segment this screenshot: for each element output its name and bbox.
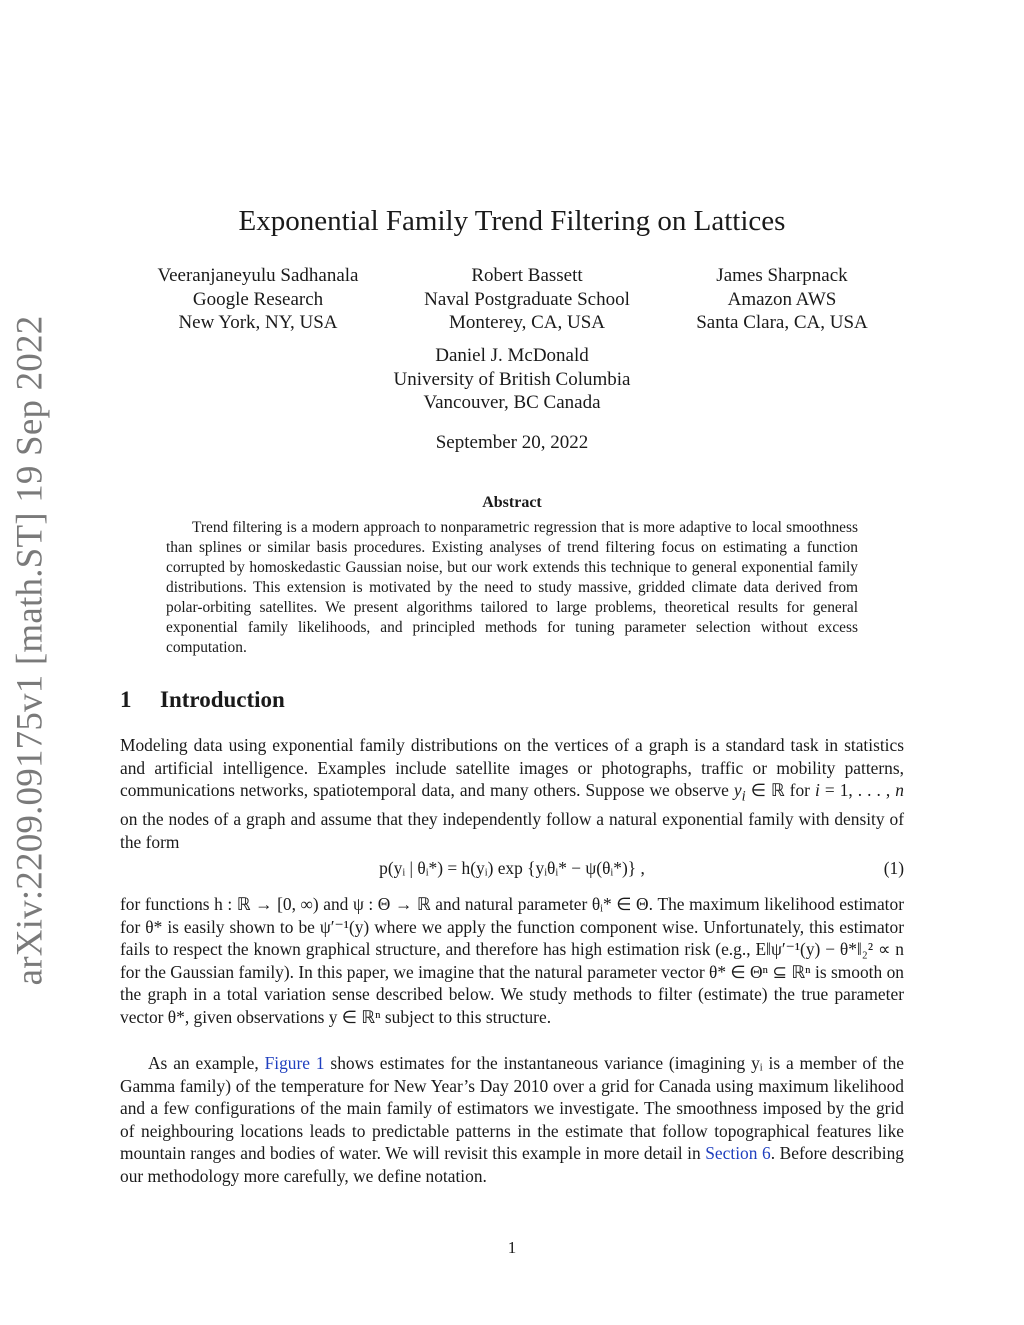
author-affiliation: Google Research: [192, 288, 324, 310]
author-3: [652, 264, 912, 335]
author-name: Daniel J. McDonald: [435, 345, 589, 366]
author-2: [397, 264, 657, 335]
author-affiliation: Naval Postgraduate School: [424, 288, 630, 310]
section-title: Introduction: [160, 687, 285, 712]
section-heading: [120, 687, 285, 713]
author-location: New York, NY, USA: [178, 312, 338, 333]
author-name: Veeranjaneyulu Sadhanala: [157, 265, 359, 286]
author-affiliation: Amazon AWS: [727, 288, 837, 310]
text-run: on the nodes of a graph and assume that they independently follow a natural exponential family with density of the form: [120, 809, 904, 852]
text-run: shows estimates for the instantaneous variance (imagining yᵢ is a member of the Gamma family) of the temperature for New Year’s Day 2010 over a grid for Canada using maximum likelihood and a few configurations of the main family of estimators we investigate. The smoothness imposed by the grid of neighbouring locations leads to predictable patterns in the estimate that follow topographical features like mountain ranges and bodies of water. We will revisit this example in more detail in: [120, 1053, 904, 1164]
intro-paragraph-2: for functions h : ℝ → [0, ∞) and ψ : Θ → ℝ and natural parameter θᵢ* ∈ Θ. The maximum likelihood estimator for θ* is easily shown to be ψ′⁻¹(y) where we apply the function component wise. Unfortunately, this estimator fails to respect the known graphical structure, and therefore has high estimation risk (e.g., E‖ψ′⁻¹(y) − θ*‖₂² ∝ n for the Gaussian family). In this paper, we imagine that the natural parameter vector θ* ∈ Θⁿ ⊆ ℝⁿ is smooth on the graph in a total variation sense described below. We study methods to filter (estimate) the true parameter vector θ*, given observations y ∈ ℝⁿ subject to this structure.: [120, 894, 904, 1027]
math-subscript: i: [741, 788, 746, 805]
author-affiliation: University of British Columbia: [393, 368, 631, 390]
text-run: Modeling data using exponential family distributions on the vertices of a graph is a standard task in statistics and artificial intelligence. Examples include satellite images or photographs, traffic or mobility patterns, communications networks, spatiotemporal data, and many others. Suppose we observe: [120, 735, 904, 801]
math-var: y: [733, 780, 742, 801]
math-var: n: [895, 780, 904, 801]
abstract-heading: Abstract: [482, 494, 542, 511]
author-name: Robert Bassett: [471, 265, 583, 286]
text-run: ∈ ℝ for: [745, 780, 815, 801]
author-location: Monterey, CA, USA: [448, 312, 606, 333]
math-var: i: [815, 780, 820, 801]
author-name: James Sharpnack: [716, 265, 848, 286]
intro-paragraph-3: [120, 1052, 904, 1188]
text-run: As an example,: [148, 1053, 265, 1073]
paper-date: September 20, 2022: [435, 432, 589, 453]
equation-number: (1): [883, 858, 904, 878]
author-location: Vancouver, BC Canada: [423, 392, 601, 413]
arxiv-identifier: arXiv:2209.09175v1 [math.ST] 19 Sep 2022: [9, 315, 51, 985]
equation-1: [120, 858, 904, 882]
abstract-text: Trend filtering is a modern approach to nonparametric regression that is more adaptive to local smoothness than splines or similar basis procedures. Existing analyses of trend filtering focus on estimating a function corrupted by homoskedastic Gaussian noise, but our work extends this technique to general exponential family distributions. This extension is motivated by the need to study massive, gridded climate data derived from polar-orbiting satellites. We present algorithms tailored to large problems, theoretical results for general exponential family likelihoods, and principled methods for tuning parameter selection without excess computation.: [166, 519, 858, 656]
intro-paragraph-1: [120, 734, 904, 853]
author-1: [128, 264, 388, 335]
paper-title: Exponential Family Trend Filtering on Lattices: [238, 205, 786, 237]
author-4: [362, 344, 662, 415]
author-location: Santa Clara, CA, USA: [696, 312, 868, 333]
page-number: 1: [507, 1238, 517, 1257]
section-number: 1: [120, 687, 132, 712]
section-6-link[interactable]: Section 6: [705, 1143, 771, 1164]
figure-1-link[interactable]: Figure 1: [264, 1053, 325, 1073]
text-run: = 1, . . . ,: [819, 780, 896, 801]
equation-body: p(yᵢ | θᵢ*) = h(yᵢ) exp {yᵢθᵢ* − ψ(θᵢ*)} ,: [379, 858, 645, 878]
text-run: . Before describing our methodology more carefully, we define notation.: [120, 1143, 904, 1186]
